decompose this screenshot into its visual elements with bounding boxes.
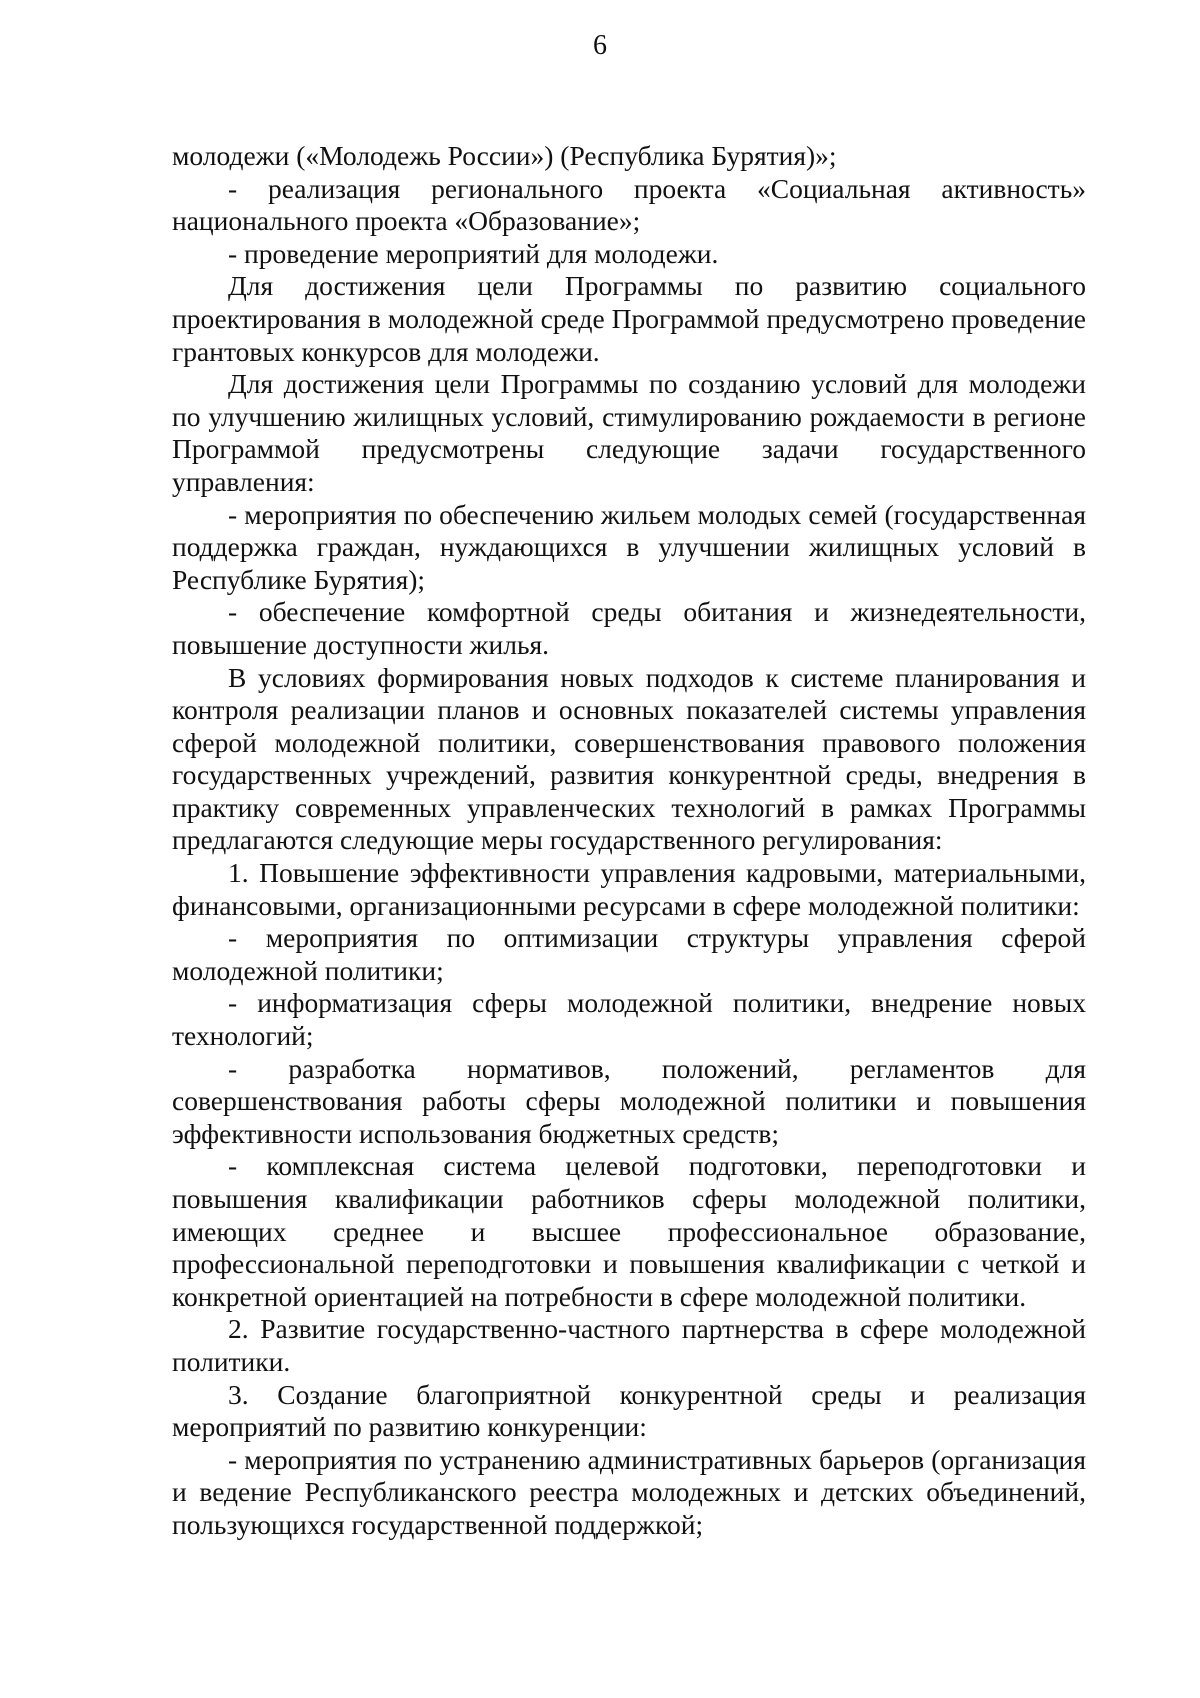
paragraph: молодежи («Молодежь России») (Республика Бурятия)»; — [172, 140, 837, 171]
list-item: - разработка нормативов, положений, регламентов для совершенствования работы сферы молодежной политики и повышения эффективности использования бюджетных средств; — [172, 1052, 1086, 1149]
page-number: 6 — [593, 30, 607, 61]
numbered-item: 1. Повышение эффективности управления кадровыми, материальными, финансовыми, организационными ресурсами в сфере молодежной политики: — [172, 857, 1086, 921]
document-body — [172, 140, 1086, 1542]
list-item: - реализация регионального проекта «Социальная активность» национального проекта «Образование»; — [172, 172, 1086, 237]
list-item: - проведение мероприятий для молодежи. — [228, 237, 719, 269]
paragraph: Для достижения цели Программы по развитию социального проектирования в молодежной среде Программой предусмотрено проведение грантовых конкурсов для молодежи. — [172, 270, 1086, 367]
numbered-item: 3. Создание благоприятной конкурентной среды и реализация мероприятий по развитию конкуренции: — [172, 1378, 1086, 1443]
numbered-item: 2. Развитие государственно-частного партнерства в сфере молодежной политики. — [172, 1313, 1086, 1377]
list-item: - обеспечение комфортной среды обитания и жизнедеятельности, повышение доступности жилья. — [172, 596, 1086, 660]
list-item: - информатизация сферы молодежной политики, внедрение новых технологий; — [172, 987, 1086, 1052]
list-item: - комплексная система целевой подготовки, переподготовки и повышения квалификации работников сферы молодежной политики, имеющих среднее и высшее профессиональное образование, профессиональной переподготовки и повышения квалификации с четкой и конкретной ориентацией на потребности в сфере молодежной политики. — [172, 1150, 1086, 1312]
list-item: - мероприятия по обеспечению жильем молодых семей (государственная поддержка граждан, нуждающихся в улучшении жилищных условий в Республике Бурятия); — [172, 498, 1086, 595]
paragraph: Для достижения цели Программы по созданию условий для молодежи по улучшению жилищных условий, стимулированию рождаемости в регионе Программой предусмотрены следующие задачи государственного управления: — [172, 368, 1086, 497]
list-item: - мероприятия по устранению административных барьеров (организация и ведение Республиканского реестра молодежных и детских объединений, пользующихся государственной поддержкой; — [172, 1443, 1086, 1540]
paragraph: В условиях формирования новых подходов к системе планирования и контроля реализации планов и основных показателей системы управления сферой молодежной политики, совершенствования правового положения государственных учреждений, развития конкурентной среды, внедрения в практику современных управленческих технологий в рамках Программы предлагаются следующие меры государственного регулирования: — [172, 661, 1086, 856]
list-item: - мероприятия по оптимизации структуры управления сферой молодежной политики; — [172, 922, 1086, 986]
